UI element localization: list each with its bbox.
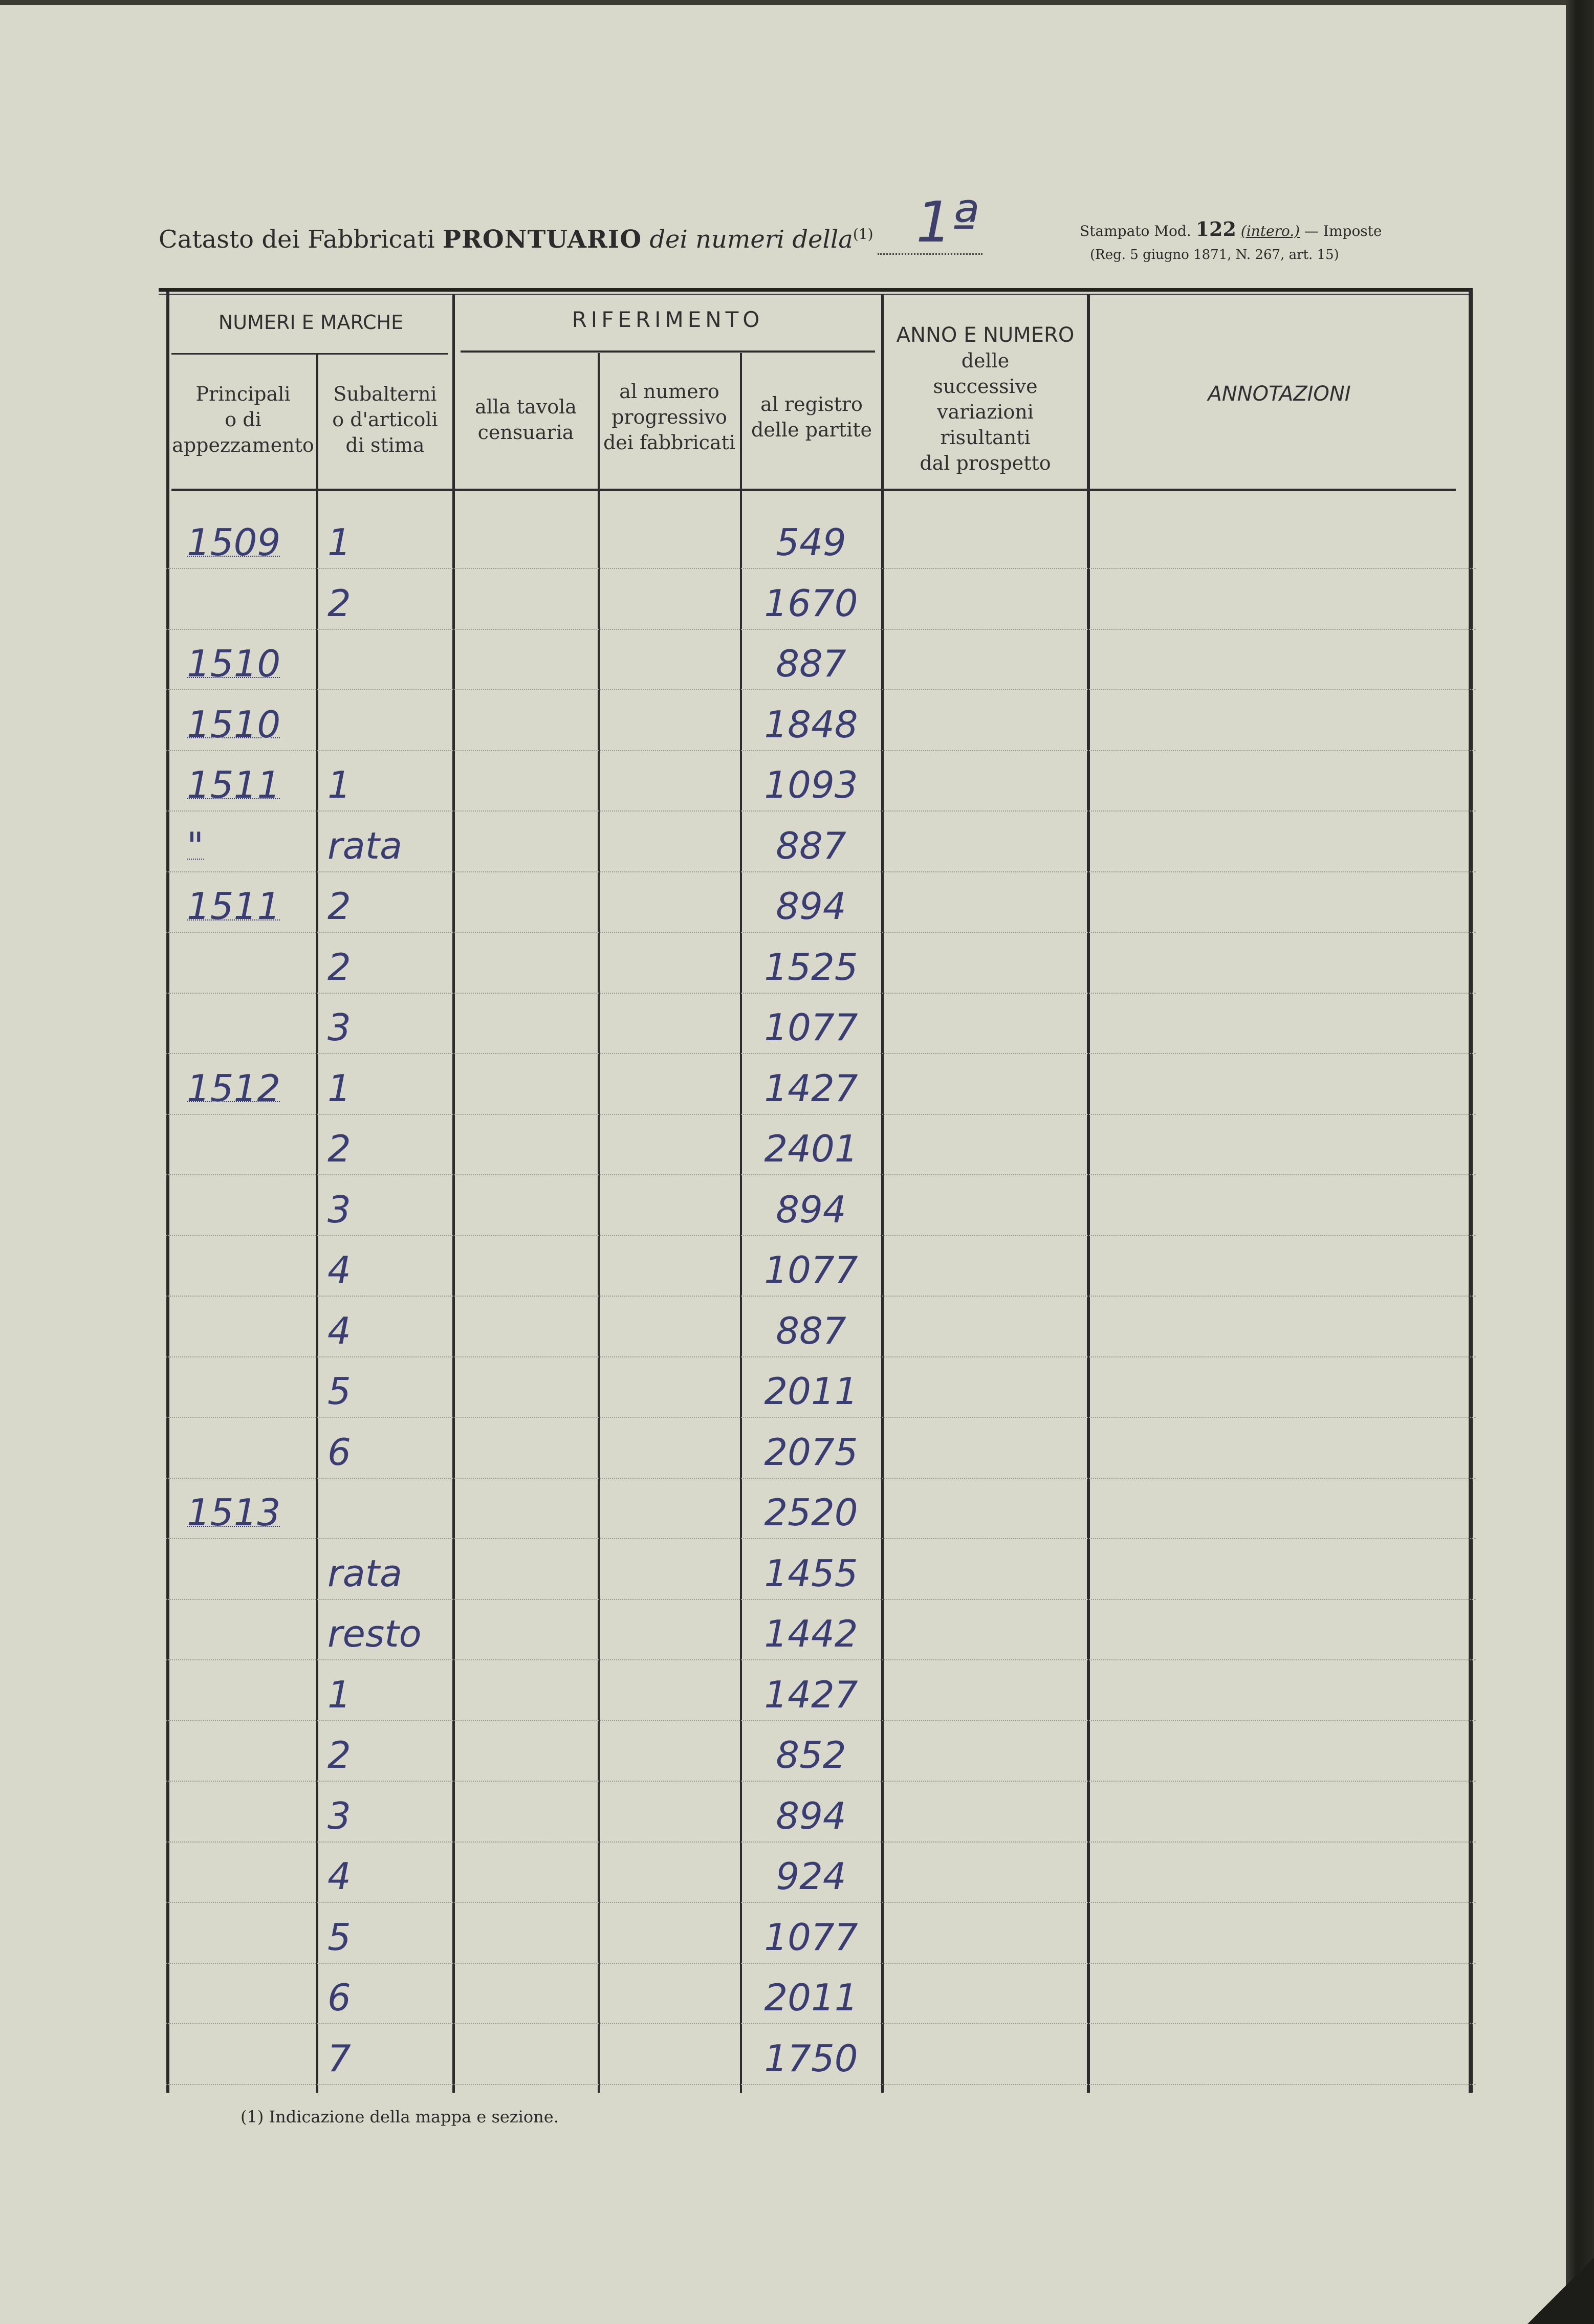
stamp-imposte: — Imposte xyxy=(1304,223,1382,239)
cell-registro-partite: 887 xyxy=(776,642,846,685)
cell-registro-partite: 924 xyxy=(776,1855,846,1898)
stamp-model-number: 122 xyxy=(1195,217,1236,240)
cell-subalterno: 4 xyxy=(327,1248,351,1291)
cell-principale: " xyxy=(187,824,204,867)
cell-principale: 1512 xyxy=(187,1066,281,1110)
cell-registro-partite: 894 xyxy=(776,1794,846,1837)
header-line: al numero xyxy=(619,380,719,403)
cell-subalterno: 1 xyxy=(327,1673,351,1716)
header-line: di stima xyxy=(345,434,425,456)
cell-registro-partite: 887 xyxy=(776,1309,846,1352)
cell-subalterno: 1 xyxy=(327,1066,351,1110)
row-ruling xyxy=(166,1902,1476,1903)
cell-registro-partite: 1077 xyxy=(764,1006,858,1049)
cell-subalterno: 1 xyxy=(327,763,351,806)
row-ruling xyxy=(166,1720,1476,1721)
row-ruling xyxy=(166,1053,1476,1054)
cell-registro-partite: 1077 xyxy=(764,1248,858,1291)
title-prefix: Catasto dei Fabbricati xyxy=(159,225,435,254)
row-ruling xyxy=(166,1599,1476,1600)
header-line: alla tavola xyxy=(475,396,577,418)
group-underline xyxy=(461,350,875,353)
cell-subalterno: 1 xyxy=(327,521,351,564)
row-ruling xyxy=(166,1174,1476,1175)
row-ruling xyxy=(166,1235,1476,1236)
header-tavola-censuaria xyxy=(455,394,596,445)
cell-subalterno: 2 xyxy=(327,1127,351,1170)
header-numeri-e-marche: NUMERI E MARCHE xyxy=(218,311,404,334)
title-subtitle: dei numeri della xyxy=(649,225,853,254)
cell-principale: 1511 xyxy=(187,763,281,806)
header-line: successive variazioni xyxy=(933,375,1038,423)
row-ruling xyxy=(166,1538,1476,1539)
row-ruling xyxy=(166,1781,1476,1782)
header-riferimento: RIFERIMENTO xyxy=(572,307,764,332)
row-ruling xyxy=(166,689,1476,690)
cell-principale: 1513 xyxy=(187,1491,281,1534)
cell-subalterno: 3 xyxy=(327,1188,351,1231)
cell-subalterno: 4 xyxy=(327,1309,351,1352)
row-ruling xyxy=(166,629,1476,630)
table-top-border-inner xyxy=(159,294,1473,295)
header-line: delle xyxy=(961,349,1010,372)
table-right-border xyxy=(1469,289,1473,2093)
row-ruling xyxy=(166,1841,1476,1843)
cell-subalterno: 3 xyxy=(327,1794,351,1837)
stamp-model-type: (intero.) xyxy=(1240,223,1300,239)
header-numero-progressivo xyxy=(600,379,739,455)
cell-principale: 1510 xyxy=(187,642,281,685)
header-subalterni xyxy=(320,381,450,458)
header-line: risultanti xyxy=(940,426,1031,449)
row-ruling xyxy=(166,1114,1476,1115)
cell-registro-partite: 1427 xyxy=(764,1066,858,1110)
table-left-border xyxy=(166,292,169,2093)
cell-registro-partite: 852 xyxy=(776,1734,846,1777)
header-line: o di xyxy=(225,408,261,431)
header-line: appezzamento xyxy=(172,434,314,456)
cell-subalterno: 2 xyxy=(327,945,351,989)
header-bottom-line xyxy=(171,489,1456,491)
row-ruling xyxy=(166,1963,1476,1964)
title-main: PRONTUARIO xyxy=(442,225,642,254)
cell-registro-partite: 1077 xyxy=(764,1915,858,1959)
col-divider xyxy=(740,353,742,2093)
row-ruling xyxy=(166,1296,1476,1297)
row-ruling xyxy=(166,1659,1476,1660)
row-ruling xyxy=(166,1478,1476,1479)
row-ruling xyxy=(166,1417,1476,1418)
cell-registro-partite: 1525 xyxy=(764,945,858,989)
cell-subalterno: rata xyxy=(327,1551,403,1595)
cell-subalterno: 5 xyxy=(327,1915,351,1959)
cell-subalterno: 5 xyxy=(327,1370,351,1413)
col-divider xyxy=(452,294,455,2093)
cell-registro-partite: 1455 xyxy=(764,1551,858,1595)
cell-registro-partite: 2075 xyxy=(764,1430,858,1474)
cell-registro-partite: 2520 xyxy=(764,1491,858,1534)
cell-registro-partite: 1750 xyxy=(764,2036,858,2080)
stamp-model xyxy=(1080,217,1382,240)
cell-registro-partite: 549 xyxy=(776,521,846,564)
section-number-handwritten: 1ª xyxy=(916,189,978,255)
cell-subalterno: 7 xyxy=(327,2036,351,2080)
group-underline xyxy=(171,353,448,355)
header-principali xyxy=(171,381,315,458)
cell-subalterno: 4 xyxy=(327,1855,351,1898)
scan-corner xyxy=(1527,2257,1594,2324)
cell-subalterno: 2 xyxy=(327,885,351,928)
row-ruling xyxy=(166,2084,1476,2085)
cell-registro-partite: 2011 xyxy=(764,1976,858,2019)
page-title xyxy=(159,225,874,254)
col-divider xyxy=(881,294,884,2093)
cell-principale: 1511 xyxy=(187,885,281,928)
cell-registro-partite: 1670 xyxy=(764,581,858,625)
header-line: al registro xyxy=(760,393,863,415)
header-line: ANNO E NUMERO xyxy=(896,323,1075,347)
cell-registro-partite: 1848 xyxy=(764,703,858,746)
header-line: Subalterni xyxy=(333,383,437,405)
row-ruling xyxy=(166,932,1476,933)
cell-subalterno: resto xyxy=(327,1612,422,1655)
header-line: censuaria xyxy=(477,421,574,444)
cell-subalterno: 3 xyxy=(327,1006,351,1049)
scan-top-edge xyxy=(0,0,1594,5)
cell-subalterno: 6 xyxy=(327,1976,351,2019)
row-ruling xyxy=(166,993,1476,994)
cell-subalterno: rata xyxy=(327,824,403,867)
header-line: dei fabbricati xyxy=(603,431,736,454)
cell-registro-partite: 1442 xyxy=(764,1612,858,1655)
row-ruling xyxy=(166,871,1476,872)
cell-registro-partite: 887 xyxy=(776,824,846,867)
stamp-regulation: (Reg. 5 giugno 1871, N. 267, art. 15) xyxy=(1090,247,1339,262)
footnote-ref: (1) xyxy=(853,226,874,243)
cell-registro-partite: 1427 xyxy=(764,1673,858,1716)
stamp-label: Stampato Mod. xyxy=(1080,223,1191,239)
scan-right-edge xyxy=(1566,0,1594,2324)
cell-registro-partite: 2401 xyxy=(764,1127,858,1170)
row-ruling xyxy=(166,568,1476,569)
table-top-border xyxy=(159,288,1473,292)
header-line: o d'articoli xyxy=(332,408,438,431)
cell-registro-partite: 1093 xyxy=(764,763,858,806)
header-line: dal prospetto xyxy=(920,452,1051,474)
cell-subalterno: 2 xyxy=(327,581,351,625)
col-divider xyxy=(1087,294,1090,2093)
section-dotted-line xyxy=(878,253,982,255)
header-line: progressivo xyxy=(612,406,727,428)
cell-registro-partite: 894 xyxy=(776,885,846,928)
cell-subalterno: 6 xyxy=(327,1430,351,1474)
cell-subalterno: 2 xyxy=(327,1734,351,1777)
cell-registro-partite: 2011 xyxy=(764,1370,858,1413)
row-ruling xyxy=(166,810,1476,812)
row-ruling xyxy=(166,750,1476,751)
col-divider xyxy=(598,353,600,2093)
header-annotazioni: ANNOTAZIONI xyxy=(1208,382,1351,406)
header-registro-partite xyxy=(742,391,881,443)
col-divider xyxy=(316,353,318,2093)
header-anno-e-numero xyxy=(884,322,1086,476)
cell-principale: 1509 xyxy=(187,521,281,564)
footnote: (1) Indicazione della mappa e sezione. xyxy=(241,2107,559,2126)
cell-principale: 1510 xyxy=(187,703,281,746)
header-line: delle partite xyxy=(751,419,872,441)
row-ruling xyxy=(166,2023,1476,2024)
row-ruling xyxy=(166,1356,1476,1357)
header-line: Principali xyxy=(195,383,291,405)
cell-registro-partite: 894 xyxy=(776,1188,846,1231)
